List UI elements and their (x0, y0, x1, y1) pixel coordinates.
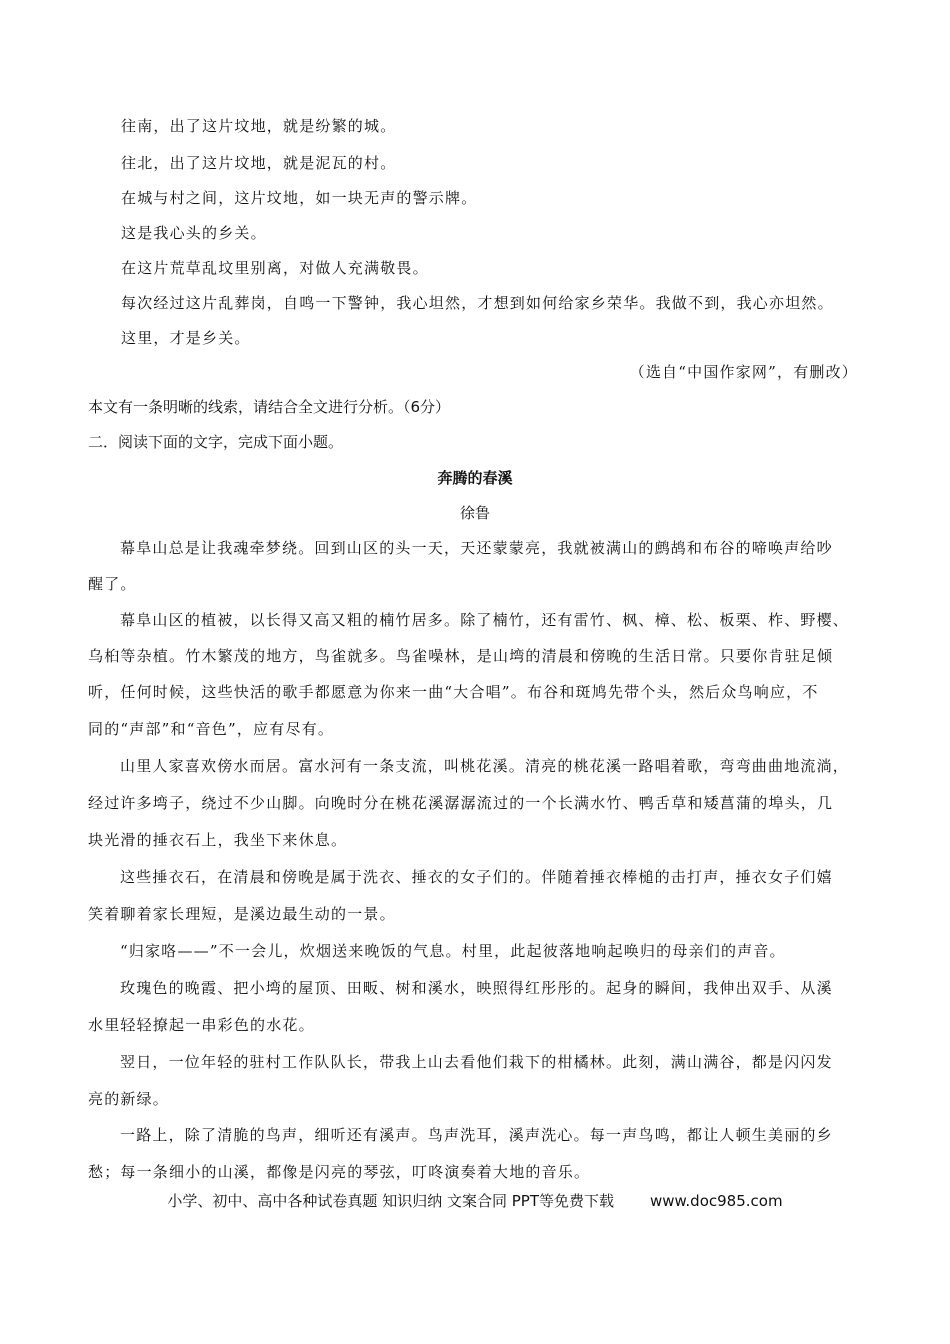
source-citation: （选自“中国作家网”，有删改） (629, 363, 858, 381)
poem-line: 在城与村之间，这片坟地，如一块无声的警示牌。 (121, 189, 478, 207)
poem-line: 在这片荒草乱坟里别离，对做人充满敬畏。 (121, 259, 429, 277)
article-line: 幕阜山总是让我魂牵梦绕。回到山区的头一天，天还蒙蒙亮，我就被满山的鹧鸪和布谷的啼唤声给吵 (120, 539, 833, 557)
article-line: 亮的新绿。 (88, 1090, 170, 1108)
article-line: 水里轻轻撩起一串彩色的水花。 (88, 1016, 315, 1034)
article-line: 听，任何时候，这些快活的歌手都愿意为你来一曲“大合唱”。布谷和斑鸠先带个头，然后众鸟响应，不 (88, 683, 819, 701)
footer-site-link[interactable]: www.doc985.com (649, 1192, 783, 1210)
article-line: 一路上，除了清脆的鸟声，细听还有溪声。鸟声洗耳，溪声洗心。每一声鸟鸣，都让人顿生美丽的乡 (120, 1126, 833, 1144)
poem-line: 往北，出了这片坟地，就是泥瓦的村。 (121, 154, 397, 172)
question-text: 本文有一条明晰的线索，请结合全文进行分析。（6分） (88, 398, 451, 416)
article-line: 山里人家喜欢傍水而居。富水河有一条支流，叫桃花溪。清亮的桃花溪一路唱着歌，弯弯曲曲地流淌， (120, 757, 850, 775)
article-line: 块光滑的捶衣石上，我坐下来休息。 (88, 831, 348, 849)
article-line: 翌日，一位年轻的驻村工作队队长，带我上山去看他们栽下的柑橘林。此刻，满山满谷，都是闪闪发 (120, 1053, 833, 1071)
article-line: 愁；每一条细小的山溪，都像是闪亮的琴弦，叮咚演奏着大地的音乐。 (88, 1163, 591, 1181)
poem-line: 这里，才是乡关。 (121, 329, 251, 347)
article-line: 经过许多塆子，绕过不少山脚。向晚时分在桃花溪潺潺流过的一个长满水竹、鸭舌草和矮菖蒲的埠头，几 (88, 794, 834, 812)
poem-line: 每次经过这片乱葬岗，自鸣一下警钟，我心坦然，才想到如何给家乡荣华。我做不到，我心亦坦然。 (121, 294, 834, 312)
article-line: “归家咯——”不一会儿，炊烟送来晚饭的气息。村里，此起彼落地响起唤归的母亲们的声音。 (120, 942, 786, 960)
article-title: 奔腾的春溪 (437, 469, 513, 487)
article-line: 醒了。 (88, 575, 137, 593)
article-line: 玫瑰色的晚霞、把小塆的屋顶、田畈、树和溪水，映照得红彤彤的。起身的瞬间，我伸出双手、从溪 (120, 979, 833, 997)
article-author: 徐鲁 (459, 504, 490, 522)
article-line: 乌桕等杂植。竹木繁茂的地方，鸟雀就多。鸟雀噪林，是山塆的清晨和傍晚的生活日常。只要你肯驻足倾 (88, 647, 834, 665)
article-line: 这些捶衣石，在清晨和傍晚是属于洗衣、捶衣的女子们的。伴随着捶衣棒槌的击打声，捶衣女子们嬉 (120, 868, 833, 886)
article-line: 同的“声部”和“音色”，应有尽有。 (88, 720, 335, 738)
article-line: 笑着聊着家长理短，是溪边最生动的一景。 (88, 905, 396, 923)
footer-text: 小学、初中、高中各种试卷真题 知识归纳 文案合同 PPT等免费下载 (167, 1192, 614, 1210)
article-line: 幕阜山区的植被，以长得又高又粗的楠竹居多。除了楠竹，还有雷竹、枫、樟、松、板栗、柞、野樱、 (120, 611, 850, 629)
poem-line: 往南，出了这片坟地，就是纷繁的城。 (121, 117, 397, 135)
section-heading: 二．阅读下面的文字，完成下面小题。 (88, 433, 344, 451)
poem-line: 这是我心头的乡关。 (121, 224, 267, 242)
page-footer (0, 1187, 950, 1215)
